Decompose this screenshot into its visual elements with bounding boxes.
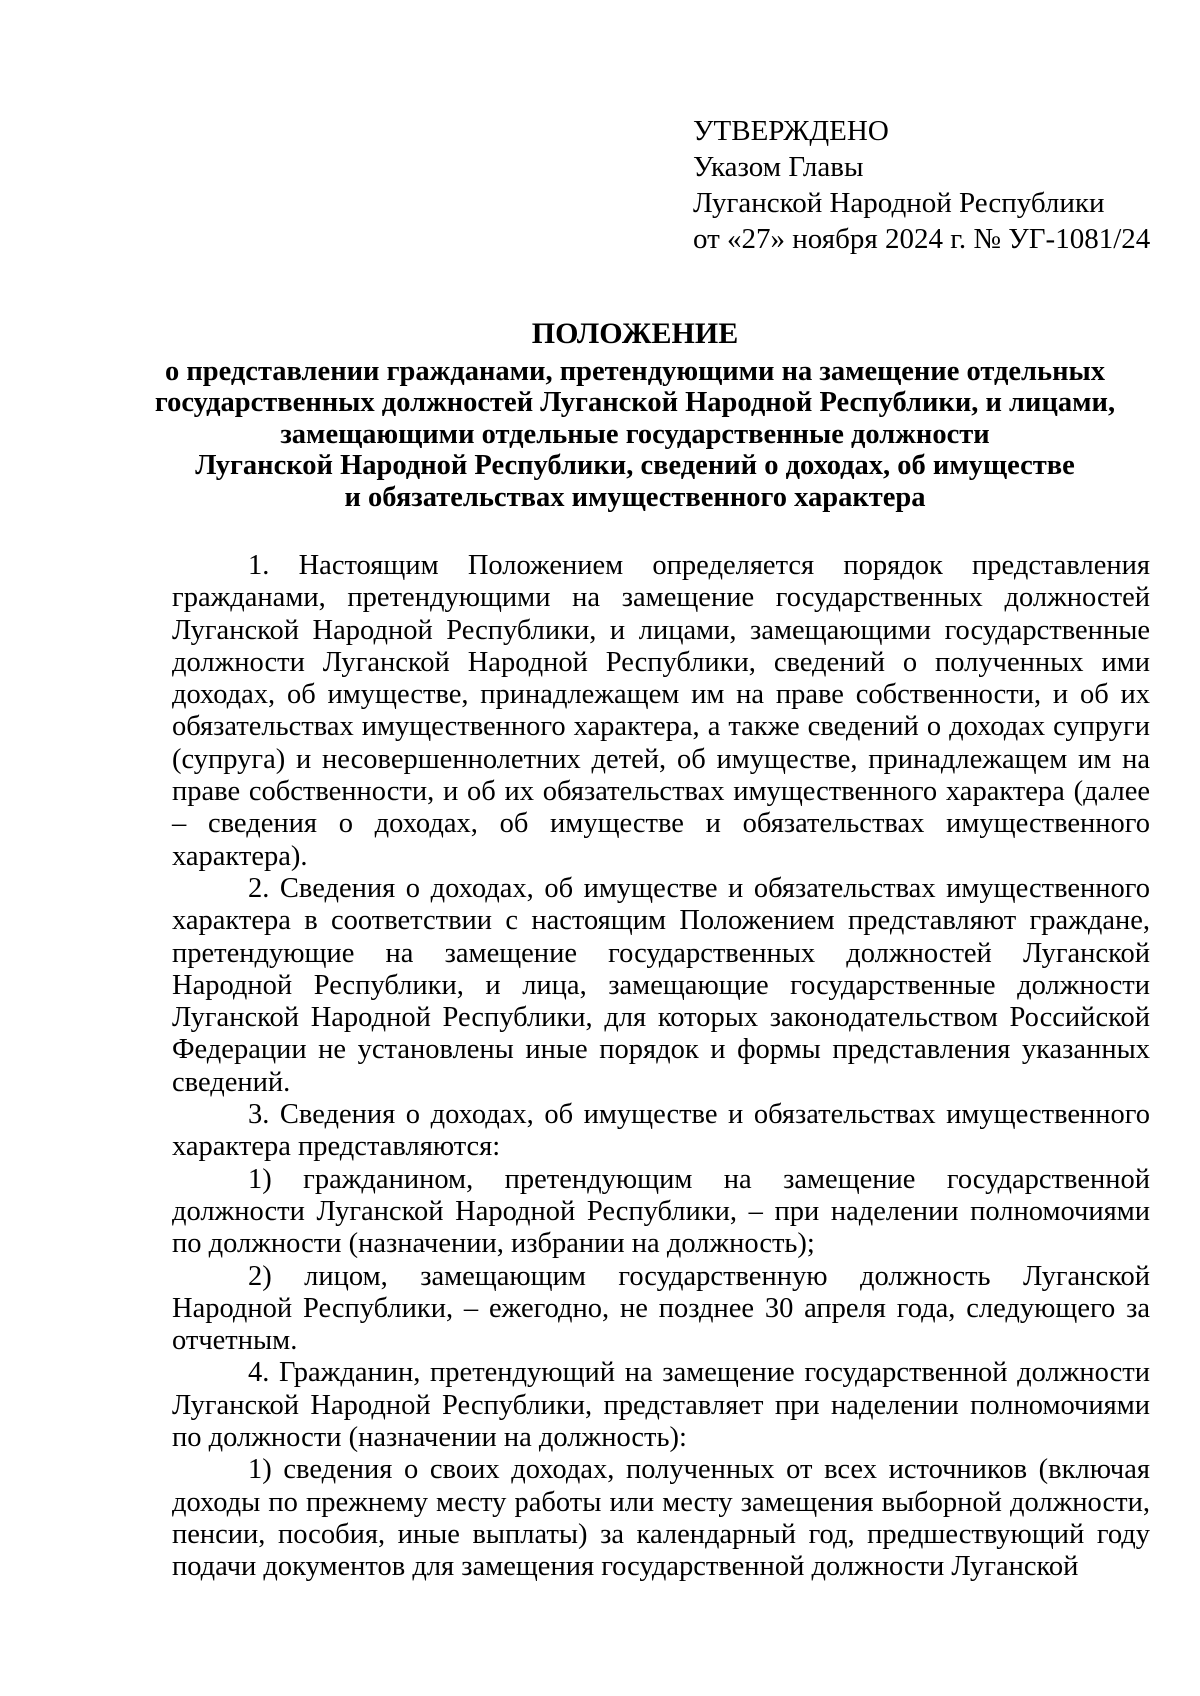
approval-line-republic: Луганской Народной Республики [693, 187, 1105, 219]
paragraph-4: 4. Гражданин, претендующий на замещение государственной должности Луганской Народной Республики, представляет при наделении полномочиями по должности (назначении на должность): [172, 1357, 1150, 1454]
approval-line-decree: Указом Главы [693, 151, 864, 183]
paragraph-3: 3. Сведения о доходах, об имуществе и обязательствах имущественного характера представляются: [172, 1099, 1150, 1163]
approval-line-date-number: от «27» ноября 2024 г. № УГ-1081/24 [693, 223, 1151, 255]
approval-line-approved: УТВЕРЖДЕНО [693, 115, 889, 147]
approval-stamp [693, 113, 1150, 257]
title-line: государственных должностей Луганской Народной Республики, и лицами, [154, 387, 1116, 418]
title-heading: ПОЛОЖЕНИЕ [531, 317, 739, 350]
title-line: замещающими отдельные государственные должности [280, 418, 990, 450]
title-line: Луганской Народной Республики, сведений о доходах, об имуществе [195, 450, 1075, 481]
paragraph-3-item-1: 1) гражданином, претендующим на замещение государственной должности Луганской Народной Республики, – при наделении полномочиями по должности (назначении, избрании на должность); [172, 1163, 1150, 1260]
paragraph-2: 2. Сведения о доходах, об имуществе и обязательствах имущественного характера в соответствии с настоящим Положением представляют граждане, претендующие на замещение государственных должностей Луганской Народной Республики, и лица, замещающие государственные должности Луганской Народной Республики, для которых законодательством Российской Федерации не установлены иные порядок и формы представления указанных сведений. [172, 872, 1150, 1098]
paragraph-1: 1. Настоящим Положением определяется порядок представления гражданами, претендующими на замещение государственных должностей Луганской Народной Республики, и лицами, замещающими государственные должности Луганской Народной Республики, сведений о полученных ими доходах, об имуществе, принадлежащем им на праве собственности, и об их обязательствах имущественного характера, а также сведений о доходах супруги (супруга) и несовершеннолетних детей, об имуществе, принадлежащем им на праве собственности, и об их обязательствах имущественного характера (далее – сведения о доходах, об имуществе и обязательствах имущественного характера). [172, 550, 1150, 872]
paragraph-3-item-2: 2) лицом, замещающим государственную должность Луганской Народной Республики, – ежегодно, не позднее 30 апреля года, следующего за отчетным. [172, 1260, 1150, 1357]
document-body [172, 550, 1150, 1584]
paragraph-4-item-1: 1) сведения о своих доходах, полученных от всех источников (включая доходы по прежнему месту работы или месту замещения выборной должности, пенсии, пособия, иные выплаты) за календарный год, предшествующий году подачи документов для замещения государственной должности Луганской [172, 1454, 1150, 1583]
title-line: о представлении гражданами, претендующими на замещение отдельных [164, 355, 1106, 387]
document-title [150, 318, 1120, 513]
title-line: и обязательствах имущественного характера [344, 481, 926, 513]
